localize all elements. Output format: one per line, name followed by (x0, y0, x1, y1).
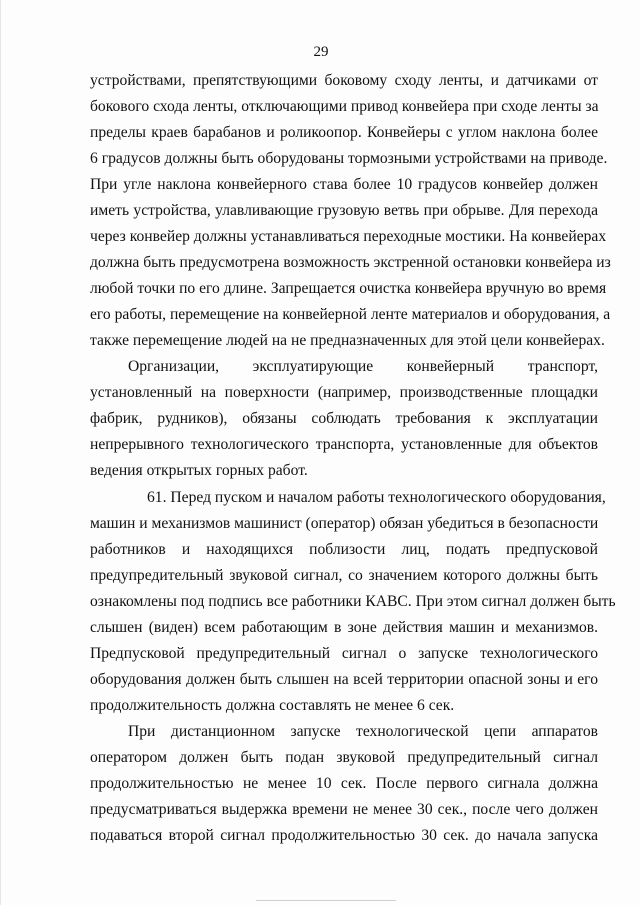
text-line: оборудования должен быть слышен на всей территории опасной зоны и его (90, 671, 598, 688)
paragraph-start-line: Организации, эксплуатирующие конвейерный транспорт, (128, 358, 598, 375)
text-line: ознакомлены под подпись все работники КАВС. При этом сигнал должен быть (90, 593, 616, 610)
text-line: пределы краев барабанов и роликоопор. Конвейеры с углом наклона более (90, 124, 598, 141)
page-number: 29 (313, 44, 329, 60)
text-line: ведения открытых горных работ. (90, 462, 308, 479)
paragraph-start-line: При дистанционном запуске технологической цепи аппаратов (128, 723, 598, 740)
text-line: установленный на поверхности (например, производственные площадки (90, 384, 598, 401)
text-line: предусматриваться выдержка времени не менее 30 сек., после чего должен (90, 801, 598, 818)
numbered-paragraph-start-line: 61. Перед пуском и началом работы технологического оборудования, (147, 489, 606, 506)
text-line: подаваться второй сигнал продолжительностью 30 сек. до начала запуска (90, 827, 598, 844)
text-line: При угле наклона конвейерного става более 10 градусов конвейер должен (90, 176, 598, 193)
text-line: машин и механизмов машинист (оператор) обязан убедиться в безопасности (90, 515, 599, 532)
text-line: оператором должен быть подан звуковой предупредительный сигнал (90, 749, 598, 766)
text-line: должна быть предусмотрена возможность экстренной остановки конвейера из (90, 254, 611, 271)
text-line: через конвейер должны устанавливаться переходные мостики. На конвейерах (90, 228, 607, 245)
text-line: слышен (виден) всем работающим в зоне действия машин и механизмов. (90, 619, 598, 636)
text-line: продолжительность должна составлять не менее 6 сек. (90, 697, 455, 714)
text-line: Предпусковой предупредительный сигнал о запуске технологического (90, 645, 598, 662)
text-line: 6 градусов должны быть оборудованы тормозными устройствами на приводе. (90, 150, 608, 167)
text-line: предупредительный звуковой сигнал, со значением которого должны быть (90, 567, 598, 584)
text-line: иметь устройства, улавливающие грузовую ветвь при обрыве. Для перехода (90, 202, 598, 219)
text-line: фабрик, рудников), обязаны соблюдать требования к эксплуатации (90, 410, 598, 427)
text-line: также перемещение людей на не предназначенных для этой цели конвейерах. (90, 332, 605, 349)
text-line: работников и находящихся поблизости лиц, подать предпусковой (90, 541, 598, 558)
text-line: любой точки по его длине. Запрещается очистка конвейера вручную во время (90, 280, 607, 297)
text-line: продолжительностью не менее 10 сек. После первого сигнала должна (90, 775, 598, 792)
text-line: его работы, перемещение на конвейерной ленте материалов и оборудования, а (90, 306, 611, 323)
text-line: бокового схода ленты, отключающими привод конвейера при сходе ленты за (90, 98, 599, 115)
text-line: непрерывного технологического транспорта, установленные для объектов (90, 436, 598, 453)
page-bottom-edge (256, 900, 396, 901)
text-line: устройствами, препятствующими боковому сходу ленты, и датчиками от (90, 72, 598, 89)
